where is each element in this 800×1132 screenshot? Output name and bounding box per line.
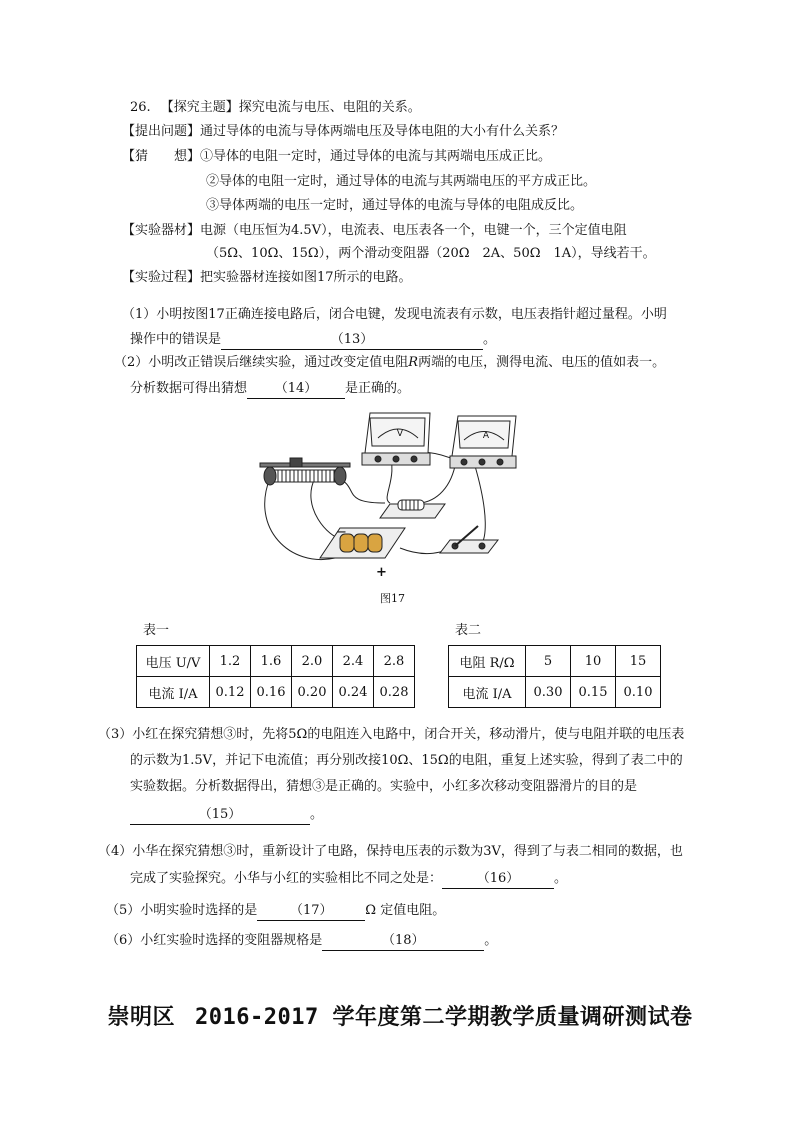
intro-tag-0: 【探究主题】	[160, 100, 239, 115]
q3-line-3	[130, 778, 637, 796]
intro-text-5: 电源（电压恒为4.5V），电流表、电压表各一个，电键一个，三个定值电阻	[200, 223, 627, 238]
intro-line-6	[206, 245, 656, 263]
table-row	[137, 677, 415, 708]
table-cell: 2.4	[333, 646, 374, 677]
intro-text-3: ②导体的电阻一定时，通过导体的电流与其两端电压的平方成正比。	[206, 174, 597, 189]
q3-text-4-end: 。	[310, 807, 324, 822]
q2-text-1b: 两端的电压，测得电流、电压的值如表一。	[418, 355, 666, 370]
table-cell: 2.8	[374, 646, 415, 677]
table-cell: 0.12	[210, 677, 251, 708]
intro-text-6: （5Ω、10Ω、15Ω），两个滑动变阻器（20Ω 2A、50Ω 1A），导线若干。	[206, 246, 656, 261]
answer-blank-15[interactable]: （15）	[130, 806, 310, 825]
voltmeter-label: V	[396, 429, 404, 439]
q4-line-2	[130, 870, 567, 889]
table-2-title: 表二	[455, 623, 482, 638]
q4-line-1	[98, 843, 683, 861]
q4-text-1: （4）小华在探究猜想③时，重新设计了电路，保持电压表的示数为3V，得到了与表二相同的数据，也	[98, 844, 683, 859]
table-cell: 0.20	[292, 677, 333, 708]
q5-text-end: Ω 定值电阻。	[365, 903, 446, 918]
figure-caption: 图17	[380, 592, 405, 605]
intro-line-5	[122, 222, 627, 240]
answer-blank-18[interactable]: （18）	[322, 932, 484, 951]
q2-line-2	[130, 380, 410, 399]
question-26-header	[130, 99, 421, 117]
battery-minus-sign: −	[336, 525, 347, 540]
table-row	[137, 646, 415, 677]
exam-paper-title	[0, 1000, 800, 1031]
answer-blank-16[interactable]: （16）	[442, 870, 554, 889]
intro-text-4: ③导体两端的电压一定时，通过导体的电流与导体的电阻成反比。	[206, 198, 584, 213]
q4-text-2-end: 。	[554, 871, 568, 886]
q3-text-2: 的示数为1.5V，并记下电流值；再分别改接10Ω、15Ω的电阻，重复上述实验，得到了表二中的	[130, 753, 683, 768]
exam-title-main: 2016-2017 学年度第二学期教学质量调研测试卷	[195, 1005, 693, 1030]
answer-blank-14[interactable]: （14）	[247, 380, 345, 399]
q2-text-1a: （2）小明改正错误后继续实验，通过改变定值电阻	[114, 355, 409, 370]
answer-blank-17[interactable]: （17）	[257, 902, 365, 921]
table-cell: 1.6	[251, 646, 292, 677]
q1-text-1: （1）小明按图17正确连接电路后，闭合电键，发现电流表有示数，电压表指针超过量程。小明	[122, 307, 667, 322]
q1-line-2	[130, 331, 496, 350]
table-cell: 0.16	[251, 677, 292, 708]
table-cell: 0.24	[333, 677, 374, 708]
intro-text-0: 探究电流与电压、电阻的关系。	[238, 100, 421, 115]
table-2-row-2-label: 电流 I/A	[449, 677, 526, 708]
q3-text-1: （3）小红在探究猜想③时，先将5Ω的电阻连入电路中，闭合开关，移动滑片，使与电阻并联的电压表	[98, 727, 685, 742]
table-1	[136, 645, 415, 708]
table-cell: 0.15	[571, 677, 616, 708]
table-1-row-1-label: 电压 U/V	[137, 646, 210, 677]
q1-text-2-end: 。	[483, 332, 497, 347]
voltmeter	[362, 413, 430, 465]
table-row	[449, 646, 661, 677]
q3-text-3: 实验数据。分析数据得出，猜想③是正确的。实验中，小红多次移动变阻器滑片的目的是	[130, 779, 638, 794]
intro-tag-7: 【实验过程】	[122, 270, 201, 285]
q2-text-2: 分析数据可得出猜想	[130, 381, 248, 396]
q1-line-1	[122, 306, 667, 324]
table-1-title: 表一	[143, 623, 170, 638]
circuit-figure-17	[250, 408, 530, 583]
q5-line	[106, 902, 445, 921]
q2-line-1	[114, 354, 665, 372]
intro-text-2: ①导体的电阻一定时，通过导体的电流与其两端电压成正比。	[200, 149, 552, 164]
intro-line-1	[122, 123, 564, 141]
table-cell: 0.28	[374, 677, 415, 708]
intro-tag-1: 【提出问题】	[122, 124, 201, 139]
q3-line-1	[98, 726, 684, 744]
q6-line	[106, 932, 497, 951]
question-number: 26.	[130, 100, 151, 115]
table-cell: 2.0	[292, 646, 333, 677]
intro-line-7	[122, 269, 412, 287]
intro-text-7: 把实验器材连接如图17所示的电路。	[200, 270, 412, 285]
intro-text-1: 通过导体的电流与导体两端电压及导体电阻的大小有什么关系？	[200, 124, 565, 139]
table-cell: 5	[526, 646, 571, 677]
intro-line-4	[206, 197, 583, 215]
table-cell: 0.10	[616, 677, 661, 708]
knife-switch	[440, 526, 498, 553]
table-2	[448, 645, 661, 708]
ammeter-label: A	[482, 431, 490, 441]
intro-line-2	[122, 148, 551, 166]
table-cell: 15	[616, 646, 661, 677]
intro-line-3	[206, 173, 596, 191]
table-cell: 10	[571, 646, 616, 677]
q6-text-end: 。	[484, 933, 498, 948]
q3-line-4	[130, 806, 323, 825]
q6-text: （6）小红实验时选择的变阻器规格是	[106, 933, 323, 948]
answer-blank-13[interactable]: （13）	[221, 331, 483, 350]
q3-line-2	[130, 752, 683, 770]
intro-tag-2: 【猜 想】	[122, 149, 201, 164]
exam-title-district: 崇明区	[107, 1005, 176, 1030]
ammeter	[450, 416, 516, 468]
slide-rheostat	[260, 458, 350, 485]
q2-text-2-end: 是正确的。	[345, 381, 411, 396]
table-cell: 1.2	[210, 646, 251, 677]
q1-text-2: 操作中的错误是	[130, 332, 222, 347]
table-row	[449, 677, 661, 708]
table-1-row-2-label: 电流 I/A	[137, 677, 210, 708]
battery-plus-sign: +	[376, 565, 387, 580]
intro-tag-5: 【实验器材】	[122, 223, 201, 238]
q2-resistor-symbol: R	[408, 355, 419, 370]
battery-box	[320, 525, 405, 580]
table-2-row-1-label: 电阻 R/Ω	[449, 646, 526, 677]
q4-text-2: 完成了实验探究。小华与小红的实验相比不同之处是：	[130, 871, 443, 886]
q5-text: （5）小明实验时选择的是	[106, 903, 258, 918]
table-cell: 0.30	[526, 677, 571, 708]
